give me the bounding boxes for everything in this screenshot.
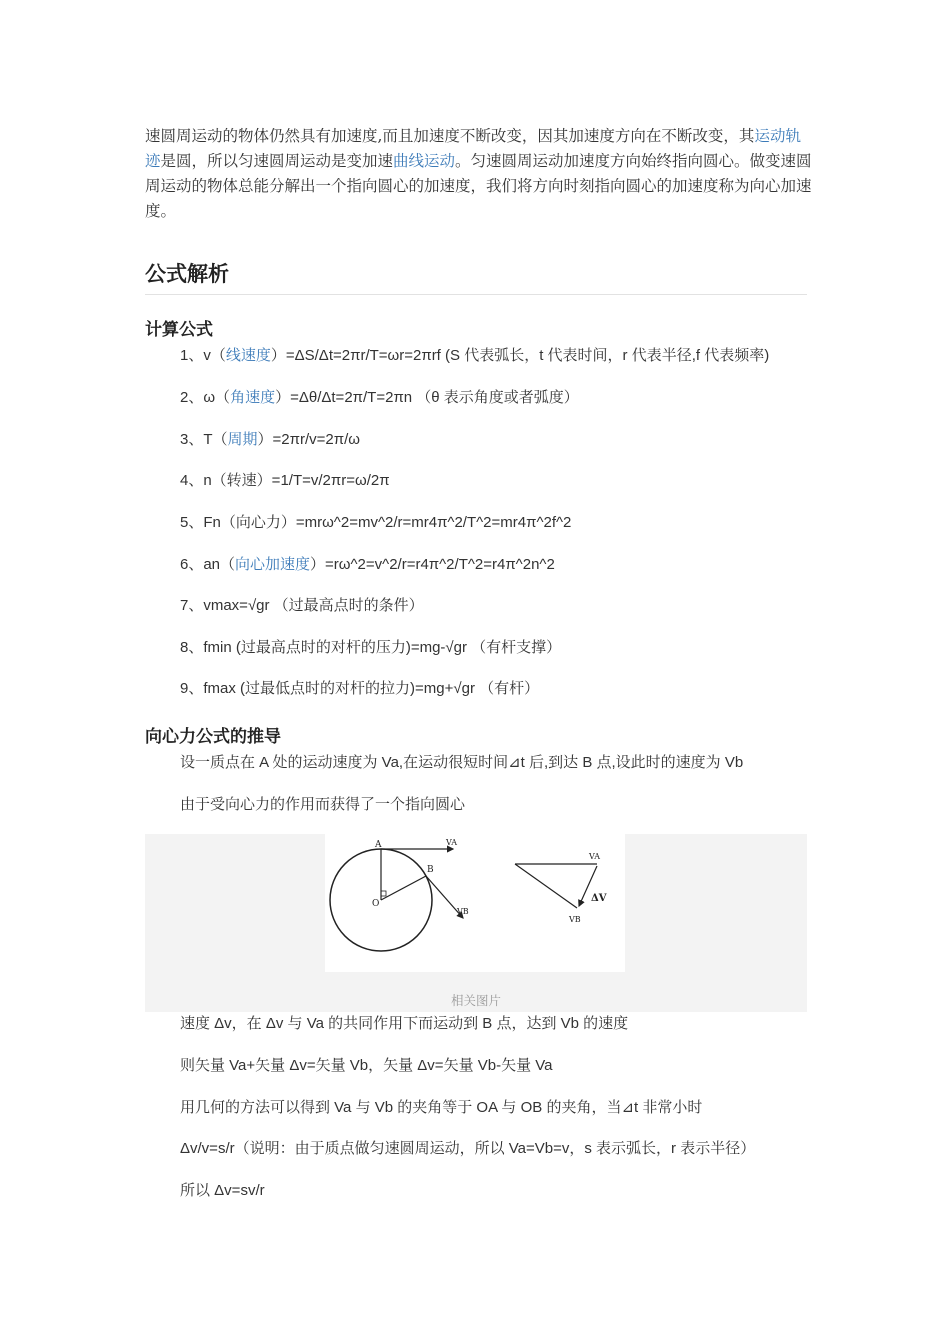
formula-2-pre: 2、ω（	[180, 389, 231, 406]
derive-line-5: 用几何的方法可以得到 Va 与 Vb 的夹角等于 OA 与 OB 的夹角，当⊿t 非常小时	[180, 1099, 703, 1116]
derive-line-4: 则矢量 Va+矢量 Δv=矢量 Vb，矢量 Δv=矢量 Vb-矢量 Va	[180, 1057, 553, 1074]
link-centripetal-acceleration[interactable]: 向心加速度	[235, 556, 311, 573]
link-motion-trajectory[interactable]: 运动轨迹	[145, 127, 801, 170]
section-divider	[145, 294, 807, 295]
section-title: 公式解析	[145, 262, 229, 286]
figure-block	[145, 834, 807, 1012]
intro-text-3: 。匀速圆周运动加速度方向始终指向圆心。做变速圆周运动的物体总能分解出一个指向圆心的加速度，我们将方向时刻指向圆心的加速度称为向心加速度。	[145, 152, 812, 220]
link-period[interactable]: 周期	[227, 431, 258, 448]
formula-8: 8、fmin (过最高点时的对杆的压力)=mg-√gr （有杆支撑）	[180, 639, 562, 656]
intro-text-2: 是圆，所以匀速圆周运动是变加速	[160, 152, 394, 170]
derive-title: 向心力公式的推导	[145, 727, 281, 747]
formula-2-post: ）=Δθ/Δt=2π/T=2πn （θ 表示角度或者弧度）	[275, 389, 579, 406]
formula-9: 9、fmax (过最低点时的对杆的拉力)=mg+√gr （有杆）	[180, 680, 540, 697]
formula-3	[180, 430, 360, 450]
formula-7: 7、vmax=√gr （过最高点时的条件）	[180, 597, 424, 614]
label-va-2: VA	[589, 852, 601, 861]
label-o: O	[372, 899, 380, 909]
derive-line-6: Δv/v=s/r（说明：由于质点做匀速圆周运动，所以 Va=Vb=v，s 表示弧长，r 表示半径）	[180, 1140, 756, 1157]
derive-line-7: 所以 Δv=sv/r	[180, 1182, 265, 1199]
formula-5: 5、Fn（向心力）=mrω^2=mv^2/r=mr4π^2/T^2=mr4π^2f^2	[180, 514, 572, 531]
label-vb-2: VB	[569, 915, 581, 924]
formula-1	[180, 346, 769, 366]
formula-6-pre: 6、an（	[180, 556, 236, 573]
label-va: VA	[446, 838, 458, 847]
intro-text-1: 速圆周运动的物体仍然具有加速度,而且加速度不断改变，因其加速度方向在不断改变，其	[145, 127, 755, 145]
intro-paragraph	[145, 124, 813, 224]
derive-line-1: 设一质点在 A 处的运动速度为 Va,在运动很短时间⊿t 后,到达 B 点,设此时的速度为 Vb	[180, 754, 744, 771]
formula-4: 4、n（转速）=1/T=v/2πr=ω/2π	[180, 472, 390, 489]
figure-caption: 相关图片	[450, 993, 501, 1008]
calc-title: 计算公式	[145, 320, 213, 340]
formula-6-post: ）=rω^2=v^2/r=r4π^2/T^2=r4π^2n^2	[310, 556, 555, 573]
triangle-vb	[515, 864, 577, 908]
label-dv: ΔV	[591, 893, 607, 904]
velocity-diagram	[325, 834, 625, 972]
label-b: B	[427, 865, 434, 875]
link-linear-velocity[interactable]: 线速度	[225, 347, 271, 364]
link-angular-velocity[interactable]: 角速度	[230, 389, 276, 406]
formula-2	[180, 388, 579, 408]
formula-3-post: ）=2πr/v=2π/ω	[257, 431, 360, 448]
label-vb: VB	[457, 907, 469, 916]
diagram-image[interactable]	[325, 834, 625, 972]
label-a: A	[375, 840, 382, 850]
formula-1-post: ）=ΔS/Δt=2πr/T=ωr=2πrf (S 代表弧长，t 代表时间，r 代表半径,f 代表频率)	[270, 347, 770, 364]
formula-6	[180, 555, 555, 575]
link-curvilinear-motion[interactable]: 曲线运动	[393, 152, 456, 170]
derive-line-2: 由于受向心力的作用而获得了一个指向圆心	[180, 796, 466, 813]
formula-1-pre: 1、v（	[180, 347, 226, 364]
derive-line-3: 速度 Δv，在 Δv 与 Va 的共同作用下而运动到 B 点，达到 Vb 的速度	[180, 1015, 629, 1032]
formula-3-pre: 3、T（	[180, 431, 228, 448]
